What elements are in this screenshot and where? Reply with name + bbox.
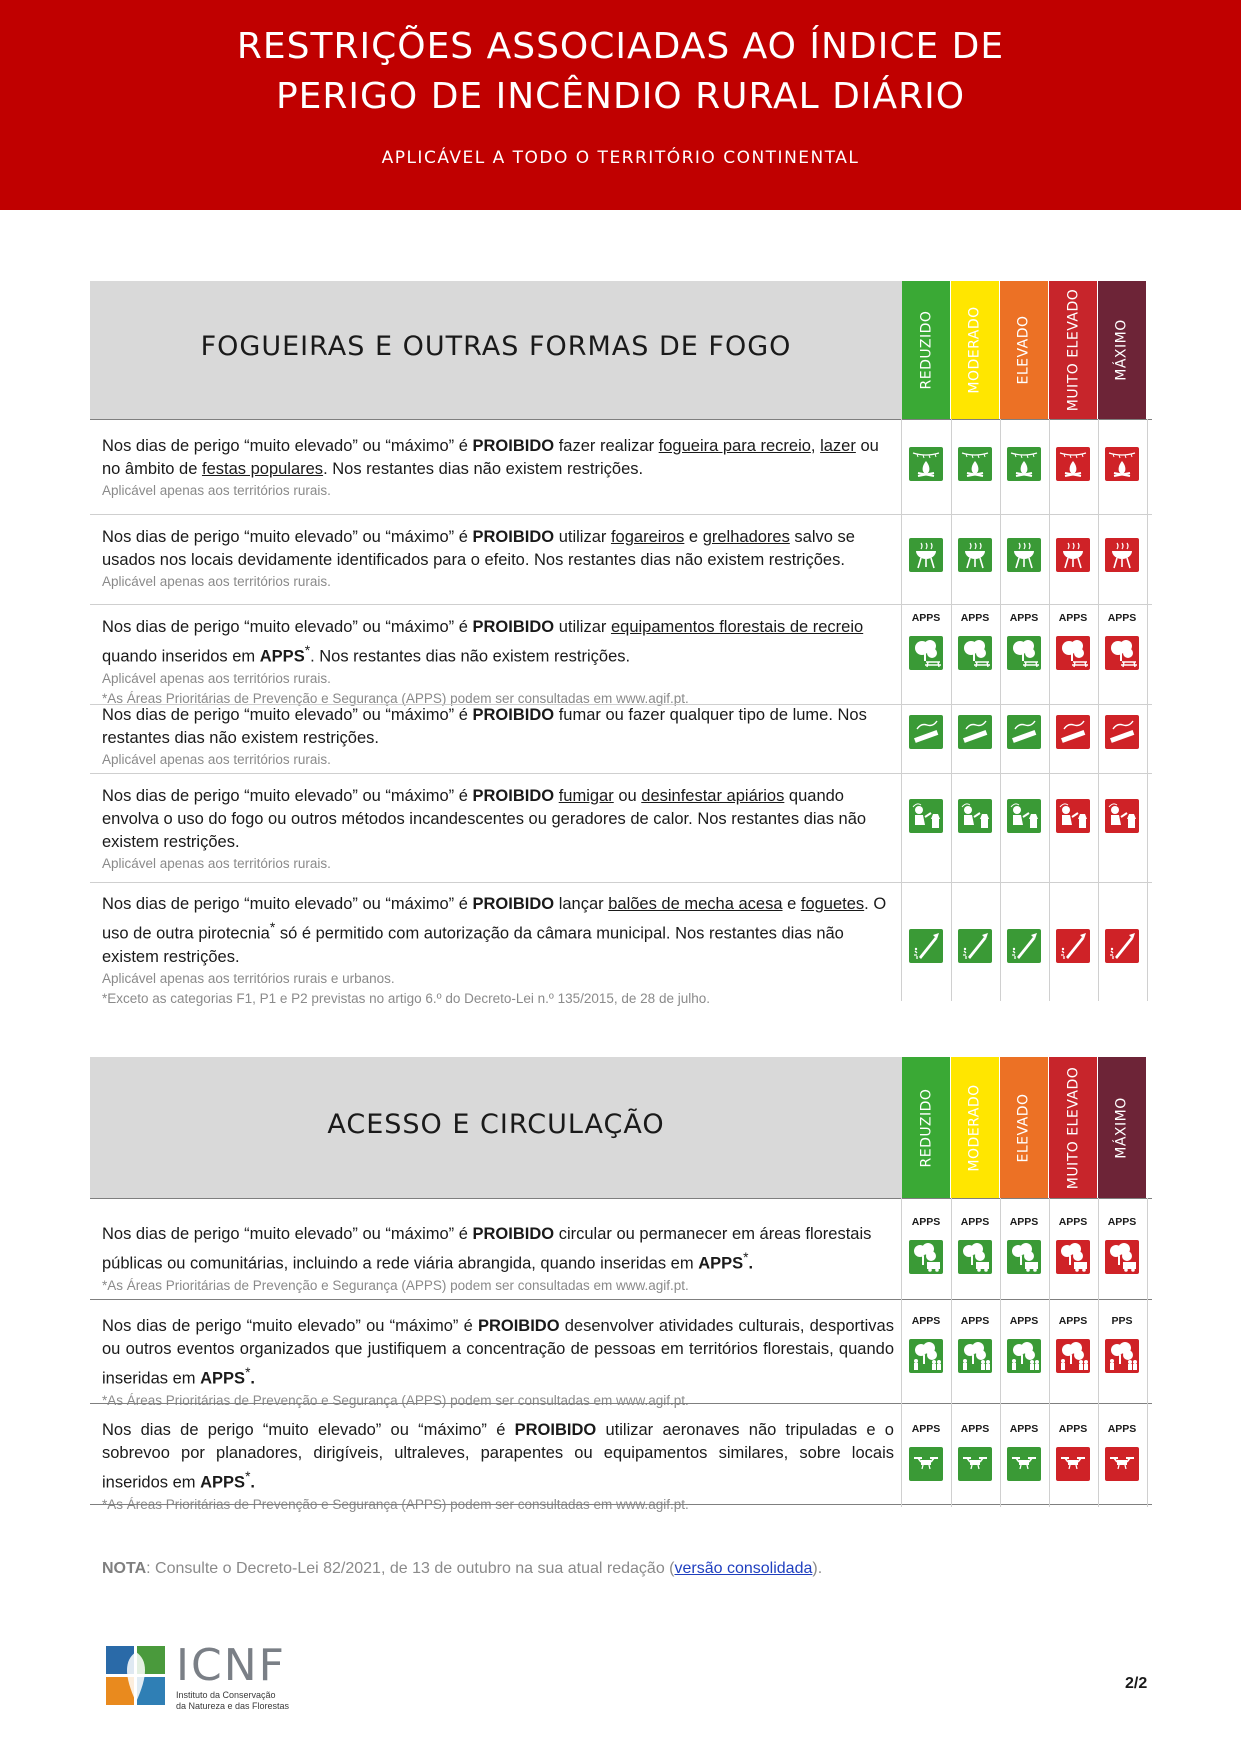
page-number: 2/2 <box>1125 1675 1148 1692</box>
barbecue-grill-icon <box>1056 538 1090 572</box>
restriction-text-forest-equipment: Nos dias de perigo “muito elevado” ou “máximo” é PROIBIDO utilizar equipamentos florestais de recreio quando inseridos em APPS*. Nos restantes dias não existem restrições. Aplicável apenas aos territórios rurais. *As Áreas Prioritárias de Prevenção e Segurança (APPS) podem ser consultadas em www.agif.pt. <box>102 616 894 709</box>
icnf-logo <box>106 1640 296 1711</box>
apps-tag: APPS <box>1107 1216 1137 1228</box>
drone-icon <box>1056 1447 1090 1481</box>
column-divider <box>1000 1198 1001 1507</box>
level-column-header: ELEVADO <box>1000 1057 1048 1198</box>
bonfire-icon <box>1056 447 1090 481</box>
section-title: FOGUEIRAS E OUTRAS FORMAS DE FOGO <box>200 331 792 362</box>
column-divider <box>951 1198 952 1507</box>
forest-vehicle-icon <box>958 1240 992 1274</box>
column-divider <box>1147 1198 1148 1507</box>
column-divider <box>1147 419 1148 1001</box>
forest-picnic-table-icon <box>958 636 992 670</box>
apps-tag: APPS <box>1058 1216 1088 1228</box>
barbecue-grill-icon <box>1007 538 1041 572</box>
row-divider <box>90 1403 1152 1404</box>
apps-tag: APPS <box>911 612 941 624</box>
rocket-firework-icon <box>909 929 943 963</box>
forest-vehicle-icon <box>1007 1240 1041 1274</box>
forest-people-icon <box>1105 1339 1139 1373</box>
apps-tag: APPS <box>1107 612 1137 624</box>
restriction-text-drones: Nos dias de perigo “muito elevado” ou “máximo” é PROIBIDO utilizar aeronaves não tripuladas e o sobrevoo por planadores, dirigíveis, ultraleves, parapentes ou equipamentos similares, sobre locais inseridos em APPS*. *As Áreas Prioritárias de Prevenção e Segurança (APPS) podem ser consultadas em www.agif.pt. <box>102 1419 894 1515</box>
forest-people-icon <box>1007 1339 1041 1373</box>
barbecue-grill-icon <box>958 538 992 572</box>
footer-note: NOTA: Consulte o Decreto-Lei 82/2021, de 13 de outubro na sua atual redação (versão consolidada). <box>102 1560 823 1577</box>
apps-tag: APPS <box>911 1216 941 1228</box>
row-divider <box>90 882 1152 883</box>
beekeeper-smoker-icon <box>1007 799 1041 833</box>
forest-picnic-table-icon <box>1007 636 1041 670</box>
restriction-text-smoking: Nos dias de perigo “muito elevado” ou “máximo” é PROIBIDO fumar ou fazer qualquer tipo de lume. Nos restantes dias não existem restrições. Aplicável apenas aos territórios rurais. <box>102 704 894 770</box>
column-divider <box>1000 419 1001 1001</box>
scope-note: Aplicável apenas aos territórios rurais. <box>102 574 331 589</box>
apps-tag: APPS <box>911 1423 941 1435</box>
column-divider <box>1049 419 1050 1001</box>
apps-tag: APPS <box>1058 1423 1088 1435</box>
apps-tag: APPS <box>960 1423 990 1435</box>
row-divider <box>90 1198 1152 1199</box>
apps-tag: APPS <box>1058 1315 1088 1327</box>
apps-tag: APPS <box>960 612 990 624</box>
level-column-header: MÁXIMO <box>1098 1057 1146 1198</box>
apps-note: *As Áreas Prioritárias de Prevenção e Segurança (APPS) podem ser consultadas em www.agif.pt. <box>102 1392 689 1408</box>
pyrotechnics-note: *Exceto as categorias F1, P1 e P2 previstas no artigo 6.º do Decreto-Lei n.º 135/2015, de 28 de julho. <box>102 990 710 1006</box>
bonfire-icon <box>958 447 992 481</box>
row-divider <box>90 773 1152 774</box>
level-column-header: REDUZIDO <box>902 281 950 419</box>
restriction-text-bonfire: Nos dias de perigo “muito elevado” ou “máximo” é PROIBIDO fazer realizar fogueira para recreio, lazer ou no âmbito de festas populares. Nos restantes dias não existem restrições. Aplicável apenas aos territórios rurais. <box>102 435 894 501</box>
drone-icon <box>1007 1447 1041 1481</box>
beekeeper-smoker-icon <box>1056 799 1090 833</box>
consolidated-version-link[interactable]: versão consolidada <box>674 1560 813 1577</box>
apps-tag: APPS <box>1009 1216 1039 1228</box>
forest-picnic-table-icon <box>909 636 943 670</box>
barbecue-grill-icon <box>909 538 943 572</box>
page-title <box>0 22 1241 122</box>
page-subtitle: APLICÁVEL A TODO O TERRITÓRIO CONTINENTAL <box>381 148 860 168</box>
rocket-firework-icon <box>958 929 992 963</box>
beekeeper-smoker-icon <box>958 799 992 833</box>
logo-subtitle: Instituto da Conservação da Natureza e das Florestas <box>176 1690 290 1711</box>
forest-vehicle-icon <box>909 1240 943 1274</box>
cigarette-icon <box>909 715 943 749</box>
scope-note: Aplicável apenas aos territórios rurais. <box>102 483 331 498</box>
rocket-firework-icon <box>1056 929 1090 963</box>
apps-tag: APPS <box>960 1315 990 1327</box>
level-column-header: REDUZIDO <box>902 1057 950 1198</box>
drone-icon <box>958 1447 992 1481</box>
level-column-header: MUITO ELEVADO <box>1049 1057 1097 1198</box>
apps-tag: APPS <box>960 1216 990 1228</box>
level-column-header: ELEVADO <box>1000 281 1048 419</box>
column-divider <box>901 1198 902 1507</box>
apps-tag: APPS <box>1009 1315 1039 1327</box>
row-divider <box>90 1299 1152 1300</box>
apps-tag: APPS <box>1009 612 1039 624</box>
restriction-text-fireworks: Nos dias de perigo “muito elevado” ou “máximo” é PROIBIDO lançar balões de mecha acesa e foguetes. O uso de outra pirotecnia* só é permitido com autorização da câmara municipal. Nos restantes dias não existem restrições. Aplicável apenas aos territórios rurais e urbanos. *Exceto as categorias F1, P1 e P2 previstas no artigo 6.º do Decreto-Lei n.º 135/2015, de 28 de julho. <box>102 893 894 1009</box>
title-line-1: RESTRIÇÕES ASSOCIADAS AO ÍNDICE DE <box>236 26 1005 67</box>
forest-vehicle-icon <box>1056 1240 1090 1274</box>
level-column-header: MODERADO <box>951 1057 999 1198</box>
apps-tag: APPS <box>1107 1423 1137 1435</box>
scope-note: Aplicável apenas aos territórios rurais e urbanos. <box>102 970 395 986</box>
column-divider <box>1098 419 1099 1001</box>
section-fogueiras <box>90 281 1152 1006</box>
bonfire-icon <box>909 447 943 481</box>
row-divider <box>90 419 1152 420</box>
barbecue-grill-icon <box>1105 538 1139 572</box>
forest-people-icon <box>958 1339 992 1373</box>
row-divider <box>90 1504 1152 1505</box>
scope-note: Aplicável apenas aos territórios rurais. <box>102 752 331 767</box>
scope-note: Aplicável apenas aos territórios rurais. <box>102 670 331 686</box>
restriction-text-apiary: Nos dias de perigo “muito elevado” ou “máximo” é PROIBIDO fumigar ou desinfestar apiários quando envolva o uso do fogo ou outros métodos incandescentes ou geradores de calor. Nos restantes dias não existem restrições. Aplicável apenas aos territórios rurais. <box>102 785 894 874</box>
forest-people-icon <box>909 1339 943 1373</box>
apps-tag: PPS <box>1111 1315 1133 1327</box>
drone-icon <box>1105 1447 1139 1481</box>
beekeeper-smoker-icon <box>909 799 943 833</box>
drone-icon <box>909 1447 943 1481</box>
row-divider <box>90 514 1152 515</box>
level-column-header: MÁXIMO <box>1098 281 1146 419</box>
apps-note: *As Áreas Prioritárias de Prevenção e Segurança (APPS) podem ser consultadas em www.agif.pt. <box>102 1496 689 1512</box>
bonfire-icon <box>1007 447 1041 481</box>
forest-people-icon <box>1056 1339 1090 1373</box>
section-acesso <box>90 1057 1152 1512</box>
apps-tag: APPS <box>1058 612 1088 624</box>
forest-picnic-table-icon <box>1105 636 1139 670</box>
restriction-text-events: Nos dias de perigo “muito elevado” ou “máximo” é PROIBIDO desenvolver atividades culturais, desportivas ou outros eventos organizados que justifiquem a concentração de pessoas em territórios florestais, quando inseridas em APPS*. *As Áreas Prioritárias de Prevenção e Segurança (APPS) podem ser consultadas em www.agif.pt. <box>102 1315 894 1411</box>
forest-vehicle-icon <box>1105 1240 1139 1274</box>
rocket-firework-icon <box>1105 929 1139 963</box>
cigarette-icon <box>1056 715 1090 749</box>
beekeeper-smoker-icon <box>1105 799 1139 833</box>
apps-tag: APPS <box>1009 1423 1039 1435</box>
scope-note: Aplicável apenas aos territórios rurais. <box>102 856 331 871</box>
level-column-header: MUITO ELEVADO <box>1049 281 1097 419</box>
apps-note: *As Áreas Prioritárias de Prevenção e Segurança (APPS) podem ser consultadas em www.agif.pt. <box>102 690 689 706</box>
restriction-text-grill: Nos dias de perigo “muito elevado” ou “máximo” é PROIBIDO utilizar fogareiros e grelhadores salvo se usados nos locais devidamente identificados para o efeito. Nos restantes dias não existem restrições. Aplicável apenas aos territórios rurais. <box>102 526 894 592</box>
logo-wordmark: ICNF <box>176 1640 286 1691</box>
cigarette-icon <box>1007 715 1041 749</box>
oak-leaf-logo-icon <box>106 1646 168 1708</box>
apps-note: *As Áreas Prioritárias de Prevenção e Segurança (APPS) podem ser consultadas em www.agif.pt. <box>102 1277 689 1293</box>
column-divider <box>1049 1198 1050 1507</box>
restriction-text-circulation: Nos dias de perigo “muito elevado” ou “máximo” é PROIBIDO circular ou permanecer em áreas florestais públicas ou comunitárias, incluindo a rede viária abrangida, quando inseridas em APPS*. *As Áreas Prioritárias de Prevenção e Segurança (APPS) podem ser consultadas em www.agif.pt. <box>102 1223 894 1296</box>
cigarette-icon <box>958 715 992 749</box>
title-line-2: PERIGO DE INCÊNDIO RURAL DIÁRIO <box>275 76 966 117</box>
rocket-firework-icon <box>1007 929 1041 963</box>
header-banner <box>0 0 1241 210</box>
forest-picnic-table-icon <box>1056 636 1090 670</box>
section-title: ACESSO E CIRCULAÇÃO <box>327 1109 665 1140</box>
apps-tag: APPS <box>911 1315 941 1327</box>
cigarette-icon <box>1105 715 1139 749</box>
column-divider <box>1098 1198 1099 1507</box>
column-divider <box>951 419 952 1001</box>
bonfire-icon <box>1105 447 1139 481</box>
level-column-header: MODERADO <box>951 281 999 419</box>
column-divider <box>901 419 902 1001</box>
row-divider <box>90 604 1152 605</box>
